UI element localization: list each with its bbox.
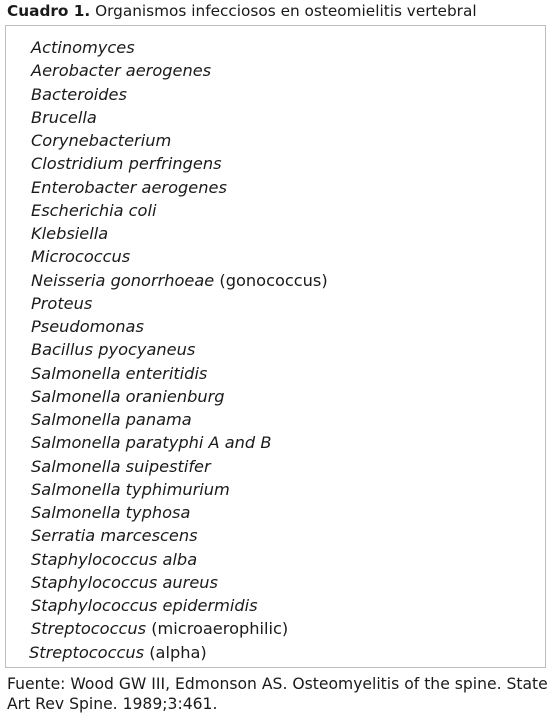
organism-name: Salmonella suipestifer bbox=[31, 456, 211, 476]
organism-name: Serratia marcescens bbox=[31, 526, 198, 546]
organism-note: (microaerophilic) bbox=[146, 619, 289, 639]
organism-note: (gonococcus) bbox=[214, 270, 328, 290]
list-item bbox=[31, 408, 328, 431]
list-item bbox=[31, 59, 328, 82]
organism-name: Salmonella typhosa bbox=[31, 503, 191, 522]
list-item bbox=[31, 455, 328, 478]
organism-name: Streptococcus bbox=[29, 642, 145, 662]
list-item bbox=[31, 617, 328, 640]
organism-name: Staphylococcus epidermidis bbox=[31, 596, 258, 615]
organism-name: Corynebacterium bbox=[31, 131, 172, 150]
organism-name: Salmonella panama bbox=[31, 410, 192, 429]
organism-name: Clostridium perfringens bbox=[31, 154, 222, 174]
organism-name: Salmonella paratyphi A and B bbox=[31, 433, 272, 453]
organism-name: Actinomyces bbox=[31, 38, 135, 57]
organism-name: Aerobacter aerogenes bbox=[31, 61, 212, 81]
list-item bbox=[31, 431, 328, 454]
list-item bbox=[31, 524, 328, 547]
list-item bbox=[31, 385, 328, 408]
list-item bbox=[31, 362, 328, 385]
organism-name: Streptococcus bbox=[31, 619, 147, 639]
list-item bbox=[31, 129, 328, 152]
list-item bbox=[31, 292, 328, 315]
list-item bbox=[31, 222, 328, 245]
organism-list bbox=[31, 36, 328, 664]
list-item bbox=[31, 338, 328, 361]
list-item bbox=[31, 594, 328, 617]
organism-name: Micrococcus bbox=[31, 247, 131, 267]
list-item bbox=[31, 83, 328, 106]
list-item bbox=[31, 548, 328, 571]
list-item bbox=[31, 571, 328, 594]
organism-name: Escherichia coli bbox=[31, 200, 157, 220]
organism-name: Enterobacter aerogenes bbox=[31, 177, 227, 197]
caption-title: Organismos infecciosos en osteomielitis vertebral bbox=[90, 2, 477, 20]
table-caption bbox=[7, 1, 477, 21]
organism-name: Salmonella oranienburg bbox=[31, 386, 225, 406]
organism-name: Neisseria gonorrhoeae bbox=[31, 270, 215, 290]
list-item bbox=[31, 36, 328, 59]
source-citation: Fuente: Wood GW III, Edmonson AS. Osteomyelitis of the spine. State Art Rev Spine. 1989;3:461. bbox=[7, 675, 548, 713]
list-item bbox=[31, 199, 328, 222]
list-item bbox=[31, 176, 328, 199]
organism-name: Salmonella typhimurium bbox=[31, 479, 230, 499]
organism-name: Pseudomonas bbox=[31, 317, 144, 336]
list-item bbox=[31, 106, 328, 129]
list-item bbox=[31, 315, 328, 338]
organism-name: Staphylococcus aureus bbox=[31, 572, 218, 592]
organism-name: Bacteroides bbox=[31, 84, 127, 104]
caption-label: Cuadro 1. bbox=[7, 2, 91, 20]
organism-note: (alpha) bbox=[144, 642, 207, 662]
list-item bbox=[31, 245, 328, 268]
organism-name: Brucella bbox=[31, 107, 97, 127]
organism-name: Salmonella enteritidis bbox=[31, 363, 208, 383]
organism-name: Klebsiella bbox=[31, 224, 109, 243]
organism-name: Staphylococcus alba bbox=[31, 549, 198, 569]
list-item bbox=[31, 152, 328, 175]
list-item bbox=[31, 478, 328, 501]
list-item bbox=[31, 501, 328, 524]
list-item bbox=[31, 269, 328, 292]
list-item bbox=[29, 641, 328, 664]
organism-name: Proteus bbox=[31, 293, 93, 313]
organism-name: Bacillus pyocyaneus bbox=[31, 340, 196, 360]
